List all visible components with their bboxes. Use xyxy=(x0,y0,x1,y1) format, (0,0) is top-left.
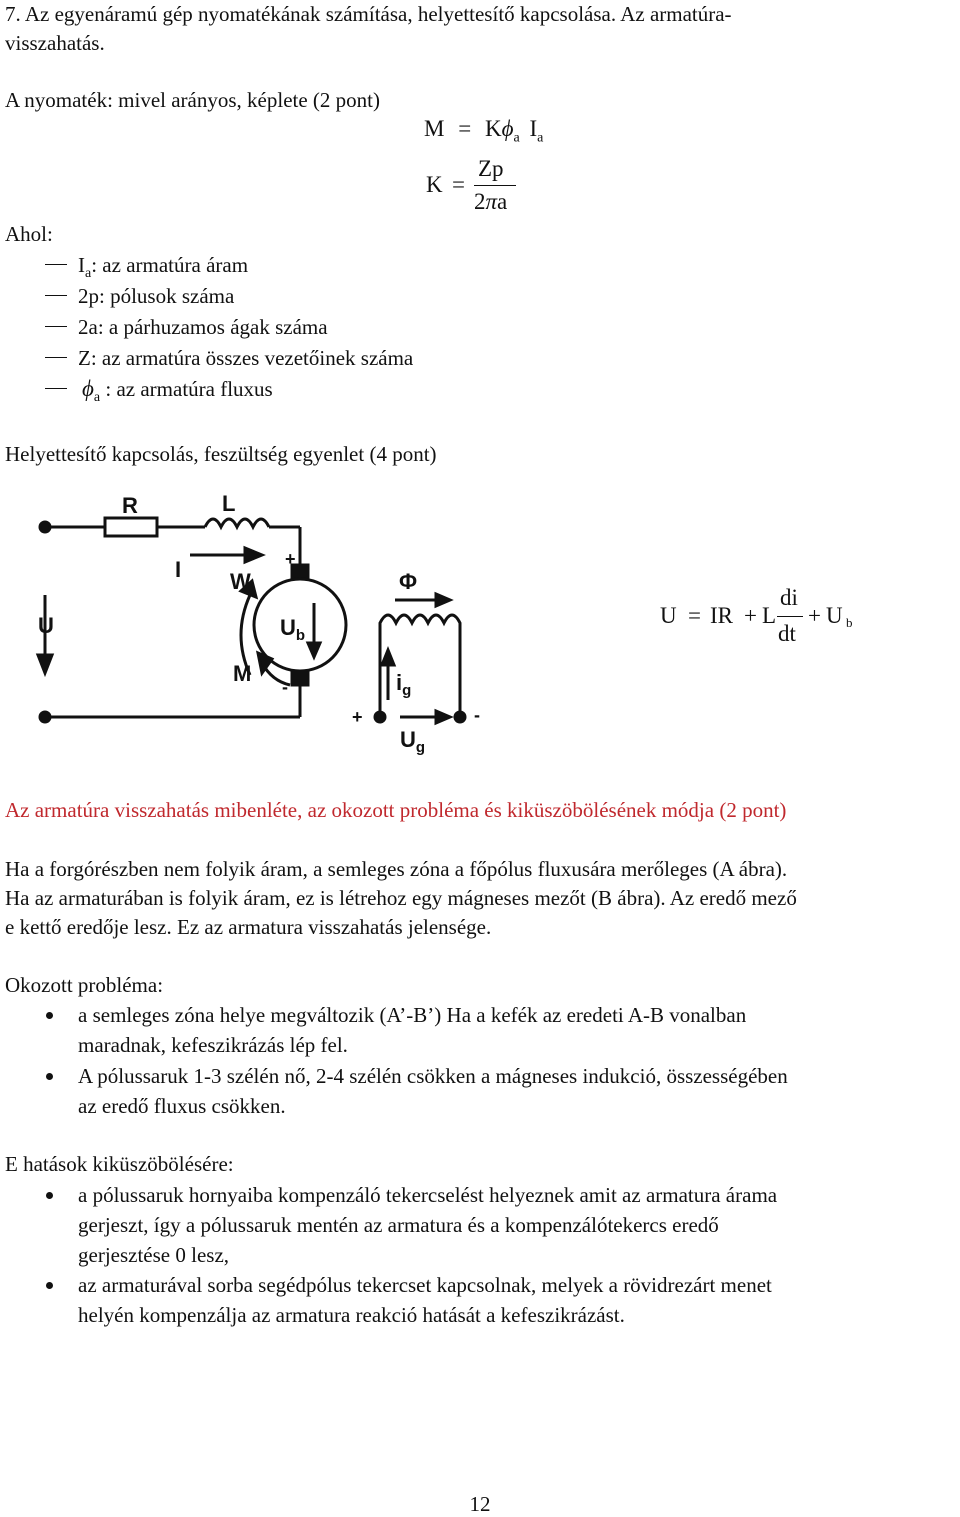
fraction-bar xyxy=(777,616,803,617)
arrow-head xyxy=(436,594,450,606)
label-Ug: $U_g$ xyxy=(400,727,426,756)
formula-M-K: K xyxy=(484,116,502,141)
label-I: I xyxy=(175,557,182,582)
bullet-dot xyxy=(46,1012,53,1019)
bullet-dot xyxy=(46,1073,53,1080)
dash-marker xyxy=(45,388,67,389)
label-minus-field: - xyxy=(474,705,480,725)
formula-M-phi: ϕ xyxy=(501,116,514,141)
formula-M-I: I xyxy=(529,116,538,141)
paragraph-line: Ha az armaturában is folyik áram, ez is létrehoz egy mágneses mezőt (B ábra). Az eredő mező xyxy=(5,886,797,910)
voltage-equation: U = IR + L di dt + U b xyxy=(660,585,853,646)
label-minus-motor: - xyxy=(282,677,288,697)
dash-marker xyxy=(45,295,67,296)
label-U: U xyxy=(38,613,54,638)
terminal-top-left xyxy=(40,522,50,532)
formula-K-denominator: 2πa xyxy=(474,189,508,214)
arrow-head xyxy=(382,650,394,665)
dash-marker xyxy=(45,326,67,327)
label-ig: $i_g$ xyxy=(396,670,412,699)
label-R: R xyxy=(122,493,138,518)
reaction-title: Az armatúra visszahatás mibenléte, az okozott probléma és kiküszöbölésének módja (2 pont) xyxy=(5,798,787,822)
label-W: W xyxy=(230,569,251,594)
resistor-R xyxy=(105,518,157,536)
bullet-dot xyxy=(46,1192,53,1199)
formula-K-lhs: K xyxy=(426,172,443,197)
dash-marker xyxy=(45,264,67,265)
fraction-bar xyxy=(474,185,516,186)
paragraph-line: Ha a forgórészben nem folyik áram, a semleges zóna a főpólus fluxusára merőleges (A ábra). xyxy=(5,857,788,881)
dash-marker xyxy=(45,357,67,358)
formula-M-lhs: M xyxy=(424,116,445,141)
constant-formula xyxy=(424,158,544,218)
label-L: L xyxy=(222,491,236,516)
arrow-head xyxy=(258,653,272,673)
arrow-head xyxy=(308,643,320,657)
formula-M-eq: = xyxy=(458,116,472,141)
field-winding xyxy=(380,615,460,635)
terminal-field-minus xyxy=(455,712,465,722)
arrow-head xyxy=(245,548,262,562)
label-Ub: $U_b$ xyxy=(280,615,306,644)
arrow-head xyxy=(436,711,450,723)
paragraph-line: e kettő eredője lesz. Ez az armatura visszahatás jelensége. xyxy=(5,915,492,939)
bullet-dot xyxy=(46,1282,53,1289)
section-heading-continued: visszahatás. xyxy=(5,31,105,55)
solution-title: E hatások kiküszöbölésére: xyxy=(5,1152,234,1176)
label-Phi: Φ xyxy=(399,569,418,594)
label-plus-motor: + xyxy=(285,549,296,569)
formula-M-sub2: a xyxy=(537,130,544,146)
arrow-head xyxy=(38,655,52,673)
section-heading: 7. Az egyenáramú gép nyomatékának számítása, helyettesítő kapcsolása. Az armatúra- xyxy=(5,2,732,26)
torque-formula xyxy=(424,116,543,147)
problem-title: Okozott probléma: xyxy=(5,973,164,997)
ahol-label: Ahol: xyxy=(5,222,53,246)
formula-K-numerator: Zp xyxy=(478,156,504,181)
inductor-L xyxy=(205,519,269,527)
formula-K-eq: = xyxy=(452,172,465,197)
label-M: M xyxy=(233,661,252,686)
circuit-title: Helyettesítő kapcsolás, feszültség egyenlet (4 pont) xyxy=(5,442,437,466)
terminal-field-plus xyxy=(375,712,385,722)
label-plus-field: + xyxy=(352,707,363,727)
formula-M-sub1: a xyxy=(513,130,520,146)
terminal-bottom-left xyxy=(40,712,50,722)
equivalent-circuit-diagram xyxy=(0,485,560,770)
page-number: 12 xyxy=(469,1492,491,1516)
brush-bottom xyxy=(292,673,308,685)
torque-intro: A nyomaték: mivel arányos, képlete (2 pont) xyxy=(5,88,380,112)
